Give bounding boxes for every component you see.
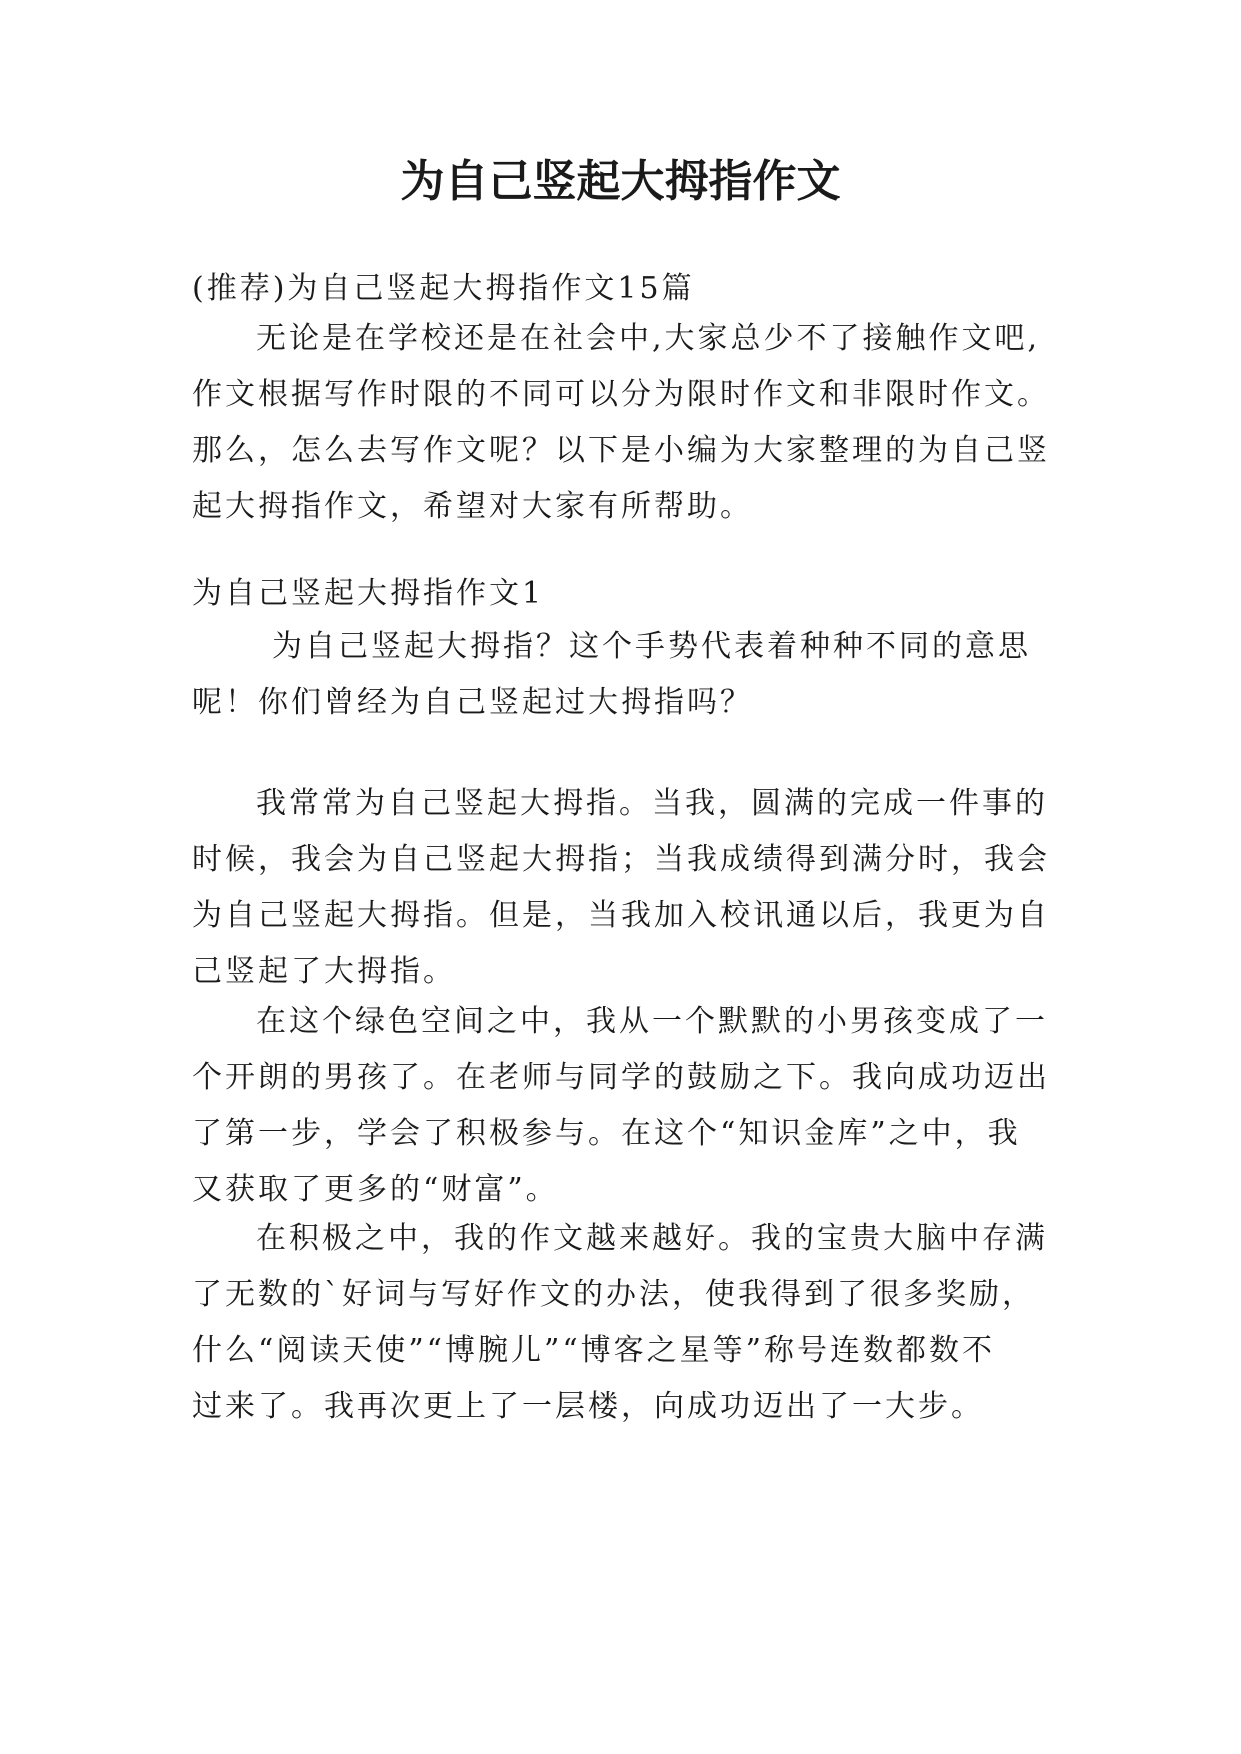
paragraph-line: 在积极之中，我的作文越来越好。我的宝贵大脑中存满 [256,1221,1048,1256]
intro-line: 起大拇指作文，希望对大家有所帮助。 [192,489,753,524]
section-intro [192,619,1072,731]
paragraph-line: 为自己竖起大拇指。但是，当我加入校讯通以后，我更为自 [192,898,1050,933]
intro-heading-line: (推荐)为自己竖起大拇指作文15篇 [192,271,695,306]
intro-line: 作文根据写作时限的不同可以分为限时作文和非限时作文。 [192,377,1050,412]
paragraph-line: 己竖起了大拇指。 [192,954,456,989]
paragraph-2 [192,994,1072,1218]
paragraph-line: 在这个绿色空间之中，我从一个默默的小男孩变成了一 [256,1004,1048,1039]
section-heading [192,566,1072,622]
paragraph-3 [192,1211,1072,1435]
paragraph-line: 了无数的`好词与写好作文的办法，使我得到了很多奖励， [192,1277,1035,1312]
paragraph-line: 我常常为自己竖起大拇指。当我，圆满的完成一件事的 [256,786,1048,821]
paragraph-1 [192,776,1072,1000]
section-intro-line: 呢！你们曾经为自己竖起过大拇指吗？ [192,685,753,720]
intro-heading [192,261,1072,317]
intro-line: 无论是在学校还是在社会中,大家总少不了接触作文吧, [256,321,1041,356]
intro-line: 那么，怎么去写作文呢？以下是小编为大家整理的为自己竖 [192,433,1050,468]
paragraph-line: 过来了。我再次更上了一层楼，向成功迈出了一大步。 [192,1389,984,1424]
document-title: 为自己竖起大拇指作文 [400,156,841,207]
paragraph-line: 时候，我会为自己竖起大拇指；当我成绩得到满分时，我会 [192,842,1050,877]
paragraph-line: 又获取了更多的“财富”。 [192,1172,559,1207]
section-heading-line: 为自己竖起大拇指作文1 [192,576,545,611]
paragraph-line: 了第一步，学会了积极参与。在这个“知识金库”之中，我 [192,1116,1021,1151]
paragraph-line: 什么“阅读天使”“博腕儿”“博客之星等”称号连数都数不 [192,1333,996,1368]
section-intro-line: 为自己竖起大拇指？这个手势代表着种种不同的意思 [272,629,1031,664]
paragraph-line: 个开朗的男孩了。在老师与同学的鼓励之下。我向成功迈出 [192,1060,1050,1095]
intro-paragraph [192,311,1072,535]
